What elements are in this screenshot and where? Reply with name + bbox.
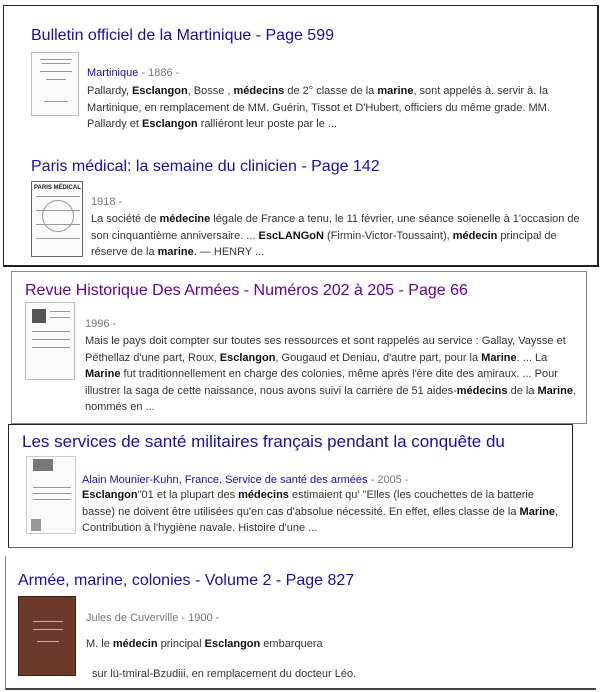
result-meta-5: Jules de Cuverville - 1900 -	[86, 612, 220, 624]
highlighted-term: Esclangon	[132, 85, 188, 97]
result-snippet-2	[91, 211, 589, 261]
snippet-text: fut traditionnellement en charge des colonies, même après l'ère dite des amiraux. ... Pour illustrer la saga de cette naissance, nous avons suivi la carrière de 51 aides-	[85, 368, 558, 397]
snippet-text: M. le	[86, 638, 113, 650]
result-meta-3: 1996 -	[85, 318, 117, 330]
highlighted-term: EscLANGoN	[258, 229, 324, 242]
highlighted-term: médecins	[238, 489, 289, 501]
result-title-2[interactable]: Paris médical: la semaine du clinicien - Page 142	[31, 158, 380, 175]
highlighted-term: Marine	[519, 505, 556, 518]
snippet-text: principal	[157, 638, 205, 650]
result-snippet-4	[82, 487, 568, 537]
result-meta-1: Martinique - 1886 -	[87, 67, 180, 79]
highlighted-term: Esclangon	[142, 118, 198, 130]
snippet-text: de la	[507, 384, 538, 397]
snippet-text: (Firmin-Victor-Toussaint),	[323, 229, 453, 242]
snippet-text: embarquera	[260, 638, 323, 650]
book-cover-thumbnail-5[interactable]	[18, 596, 76, 676]
result-snippet-1	[87, 83, 587, 133]
highlighted-term: Esclangon	[82, 489, 138, 501]
snippet-text: La société de	[91, 213, 160, 225]
highlighted-term: Marine	[537, 384, 573, 397]
result-source-link-4[interactable]: Alain Mounier-Kuhn, France. Service de santé des armées	[82, 474, 368, 486]
highlighted-term: médecins	[233, 85, 285, 97]
result-title-5[interactable]: Armée, marine, colonies - Volume 2 - Page 827	[18, 572, 355, 589]
thumbnail-label: PARIS MÉDICAL	[34, 185, 81, 191]
book-cover-thumbnail-4[interactable]	[26, 456, 76, 534]
snippet-text: , nommés en ...	[85, 384, 577, 413]
result-title-3[interactable]: Revue Historique Des Armées - Numéros 202 à 205 - Page 66	[25, 282, 468, 299]
result-title-4[interactable]: Les services de santé militaires français pendant la conquête du	[22, 432, 505, 451]
result-source-link-1[interactable]: Martinique	[87, 67, 139, 79]
result-meta-4: Alain Mounier-Kuhn, France. Service de santé des armées - 2005 -	[82, 474, 409, 486]
result-meta-2: 1918 -	[91, 196, 123, 208]
book-cover-thumbnail-1[interactable]	[31, 52, 79, 116]
snippet-text: "01 et la plupart des	[137, 489, 239, 501]
snippet-text: , sont appelés à. servir à. la Martinique, en remplacement de MM. Guérin, Tissot et D'Hubert, officiers du même grade. MM. Pallardy et	[87, 85, 550, 130]
snippet-text: , Bosse ,	[187, 85, 234, 97]
result-snippet-5-line2: sur lü-tmiral-Bzudiii, en remplacement du docteur Léo.	[92, 668, 357, 680]
snippet-text: , Contribution à l'hygiène navale. Histoire d'une ...	[82, 505, 559, 534]
snippet-text: principal de réserve de la	[91, 229, 557, 258]
highlighted-term: médecin	[112, 638, 158, 650]
highlighted-term: Marine	[85, 368, 121, 380]
snippet-text: . ... La	[516, 351, 548, 364]
snippet-text: , Gougaud et Deniau, d'autre part, pour la	[275, 351, 482, 364]
result-title-1[interactable]: Bulletin officiel de la Martinique - Page 599	[31, 27, 334, 44]
snippet-text: ralliéront leur poste par le ...	[197, 118, 338, 130]
highlighted-term: médecin	[452, 229, 498, 242]
book-cover-thumbnail-2[interactable]	[31, 181, 83, 257]
snippet-text: Mais le pays doit compter sur toutes ses ressources et sont rappelés au service : Gallay, Vaysse et Péthellaz d'une part, Roux,	[85, 335, 566, 364]
highlighted-term: marine	[377, 85, 414, 97]
highlighted-term: marine	[157, 246, 194, 258]
highlighted-term: Marine	[481, 351, 517, 364]
snippet-text: Pallardy,	[87, 85, 133, 97]
book-cover-thumbnail-3[interactable]	[25, 302, 75, 380]
snippet-text: . — HENRY ...	[193, 246, 265, 258]
result-snippet-3	[85, 333, 577, 416]
result-snippet-5	[86, 636, 586, 653]
snippet-text: estimaient qu' "Elles (les couchettes de la batterie basse) ne doivent être utilisées qu'en cas d'absolue nécessité. En effet, elles classe de la	[82, 489, 534, 518]
highlighted-term: médecins	[456, 384, 508, 397]
snippet-text: légale de France a tenu, le 11 février, une séance soienelle à 1'occasion de son cinquantième anniversaire. ...	[91, 213, 580, 242]
highlighted-term: médecine	[159, 213, 211, 225]
snippet-text: de 2° classe de la	[284, 85, 378, 97]
highlighted-term: Esclangon	[204, 638, 261, 650]
highlighted-term: Esclangon	[219, 351, 276, 364]
